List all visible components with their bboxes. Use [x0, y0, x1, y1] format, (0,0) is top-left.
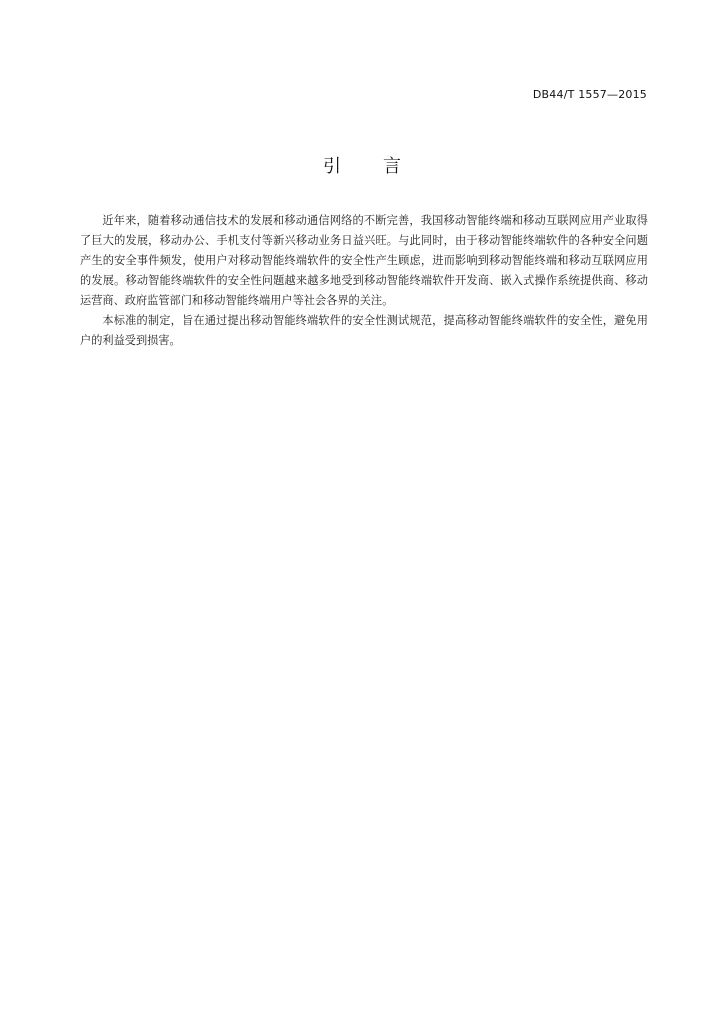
document-standard-number: DB44/T 1557—2015: [532, 88, 647, 101]
section-title-char-2: 言: [383, 156, 401, 177]
section-title: [0, 152, 724, 178]
section-title-char-1: 引: [323, 156, 341, 177]
introduction-body: [80, 211, 648, 351]
paragraph-1: 近年来，随着移动通信技术的发展和移动通信网络的不断完善，我国移动智能终端和移动互联网应用产业取得了巨大的发展，移动办公、手机支付等新兴移动业务日益兴旺。与此同时，由于移动智能终端软件的各种安全问题产生的安全事件频发，使用户对移动智能终端软件的安全性产生顾虑，进而影响到移动智能终端和移动互联网应用的发展。移动智能终端软件的安全性问题越来越多地受到移动智能终端软件开发商、嵌入式操作系统提供商、移动运营商、政府监管部门和移动智能终端用户等社会各界的关注。: [80, 214, 648, 307]
paragraph-2: 本标准的制定，旨在通过提出移动智能终端软件的安全性测试规范，提高移动智能终端软件的安全性，避免用户的利益受到损害。: [80, 314, 648, 347]
